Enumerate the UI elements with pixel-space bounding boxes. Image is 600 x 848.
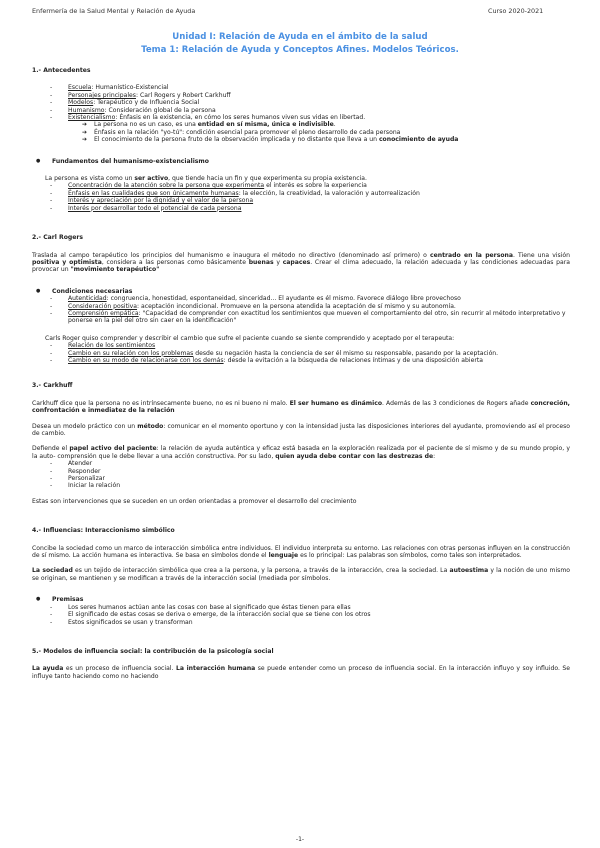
- section-heading-influencia-social: 5.- Modelos de influencia social: la contribución de la psicología social: [32, 647, 274, 655]
- list-item: - El significado de estas cosas se deriva o emerge, de la interacción social que se tiene con los otros: [32, 611, 570, 618]
- subsection-heading-premisas: ● Premisas: [32, 596, 570, 603]
- section-heading-carl-rogers: 2.- Carl Rogers: [32, 234, 84, 242]
- list-item: - Iniciar la relación: [32, 482, 570, 489]
- list-item: - Personalizar: [32, 475, 570, 482]
- list-item: - Estos significados se usan y transforman: [32, 619, 570, 626]
- list-item: - Interés por desarrollar todo el potencial de cada persona: [32, 205, 570, 212]
- list-item: - Concentración de la atención sobre la persona que experimenta el interés es sobre la experiencia: [32, 182, 570, 189]
- interaccionismo-paragraph-1: Concibe la sociedad como un marco de interacción simbólica entre individuos. El individuo interpreta su entorno. Las relaciones con otras personas influyen en la construcción de sí mismo. La acción humana es interactiva. Se basa en símbolos donde el lenguaje es lo principal: Las palabras son símbolos, como tales son interpretados.: [32, 544, 570, 560]
- list-item: - Relación de los sentimientos: [32, 342, 570, 349]
- carkhuff-paragraph-2: Desea un modelo práctico con un método: comunicar en el momento oportuno y con la intensidad justa las disposiciones interiores del ayudante, promoviendo así el proceso de cambio.: [32, 422, 571, 437]
- cambio-list: [32, 342, 570, 364]
- arrow-item: ➔ Énfasis en la relación "yo-tú": condición esencial para promover el pleno desarrollo de cada persona: [32, 129, 570, 136]
- document-body: [32, 67, 570, 680]
- section-heading-antecedentes: 1.- Antecedentes: [32, 67, 91, 74]
- topic-title: Tema 1: Relación de Ayuda y Conceptos Afines. Modelos Teóricos.: [141, 45, 459, 55]
- carkhuff-paragraph-4: Estas son intervenciones que se suceden en un orden orientadas a promover el desarrollo del crecimiento: [32, 497, 357, 505]
- list-item: - Autenticidad: congruencia, honestidad, espontaneidad, sinceridad... El ayudante es él mismo. Favorece diálogo libre provechoso: [32, 295, 570, 302]
- unit-title: Unidad I: Relación de Ayuda en el ámbito de la salud: [172, 32, 428, 42]
- fundamentos-intro: La persona es vista como un ser activo, que tiende hacia un fin y que experimenta su propia existencia.: [45, 175, 367, 183]
- destrezas-list: [32, 460, 570, 490]
- carkhuff-paragraph-3: Defiende el papel activo del paciente: la relación de ayuda auténtica y eficaz está basada en la exploración realizada por el paciente de sí mismo y de su mundo propio, y la auto- comprensión que le debe llevar a una acción constructiva. Por su lado, quien ayuda debe contar con las destrezas de:: [32, 445, 570, 460]
- premisas-list: [32, 604, 570, 626]
- list-item: - Escuela: Humanístico-Existencial: [32, 84, 570, 91]
- arrow-item: ➔ La persona no es un caso, es una entidad en sí misma, única e indivisible.: [32, 121, 570, 128]
- list-item: - Los seres humanos actúan ante las cosas con base al significado que éstas tienen para ellas: [32, 604, 570, 611]
- list-item: - Interés y apreciación por la dignidad y el valor de la persona: [32, 197, 570, 204]
- header-course-name: Enfermería de la Salud Mental y Relación de Ayuda: [32, 7, 196, 15]
- page-number: -1-: [295, 836, 305, 843]
- list-item: - Énfasis en las cualidades que son únicamente humanas: la elección, la creatividad, la valoración y autorrealización: [32, 190, 570, 197]
- list-item: - Responder: [32, 468, 570, 475]
- fundamentos-list: [32, 182, 570, 212]
- condiciones-list: [32, 295, 570, 325]
- subsection-heading-fundamentos: ● Fundamentos del humanismo-existencialismo: [32, 158, 570, 165]
- rogers-paragraph: Traslada al campo terapéutico los principios del humanismo e inaugura el método no directivo (denominado así primero) o centrado en la persona. Tiene una visión positiva y optimista, considera a las personas como básicamente buenas y capaces. Crear el clima adecuado, la relación adecuada y las condiciones adecuadas para provocar un "movimiento terapéutico": [32, 251, 571, 274]
- list-item: - Humanismo: Consideración global de la persona: [32, 107, 570, 114]
- list-item: - Atender: [32, 460, 570, 467]
- list-item: - Cambio en su modo de relacionarse con los demás: desde la evitación a la búsqueda de relaciones íntimas y de una disposición abierta: [32, 357, 570, 364]
- arrow-item: ➔ El conocimiento de la persona fruto de la observación implicada y no distante que lleva a un conocimiento de ayuda: [32, 136, 570, 143]
- section-heading-carkhuff: 3.- Carkhuff: [32, 382, 73, 390]
- list-item: - Modelos: Terapéutico y de Influencia Social: [32, 99, 570, 106]
- section-heading-interaccionismo: 4.- Influencias: Interaccionismo simbólico: [32, 527, 175, 535]
- list-item: - Cambio en su relación con los problemas desde su negación hasta la conciencia de ser él mismo su responsable, pasando por la aceptación.: [32, 350, 570, 357]
- header-course-year: Curso 2020-2021: [488, 7, 544, 15]
- influencia-social-paragraph: La ayuda es un proceso de influencia social. La interacción humana se puede entender como un proceso de influencia social. En la interacción influyo y soy influido. Se influye tanto haciendo como no haciendo: [32, 665, 570, 680]
- list-item: - Personajes principales: Carl Rogers y Robert Carkhuff: [32, 92, 570, 99]
- subsection-heading-condiciones: ● Condiciones necesarias: [32, 288, 570, 295]
- list-item: - Existencialismo: Énfasis en la existencia, en cómo los seres humanos viven sus vidas en libertad.: [32, 114, 570, 121]
- list-item: - Comprensión empática: "Capacidad de comprender con exactitud los sentimientos que mueven el comportamiento del otro, sin recurrir al método interpretativo y ponerse en la piel del otro sin caer en la identificación": [32, 310, 570, 325]
- interaccionismo-paragraph-2: La sociedad es un tejido de interacción simbólica que crea a la persona, y la persona, a través de la interacción, crea la sociedad. La autoestima y la noción de uno mismo se originan, se mantienen y se modifican a través de la interacción social (mediada por símbolos.: [32, 567, 570, 582]
- antecedentes-list: [32, 84, 570, 143]
- carkhuff-paragraph-1: Carkhuff dice que la persona no es intrínsecamente bueno, no es ni bueno ni malo. El ser humano es dinámico. Además de las 3 condiciones de Rogers añade concreción, confrontación e inmediatez de la relación: [32, 399, 570, 415]
- rogers-change-intro: Carls Roger quiso comprender y describir el cambio que sufre el paciente cuando se siente comprendido y aceptado por el terapeuta:: [45, 334, 455, 342]
- list-item: - Consideración positiva: aceptación incondicional. Promueve en la persona atendida la aceptación de sí mismo y su autonomía.: [32, 303, 570, 310]
